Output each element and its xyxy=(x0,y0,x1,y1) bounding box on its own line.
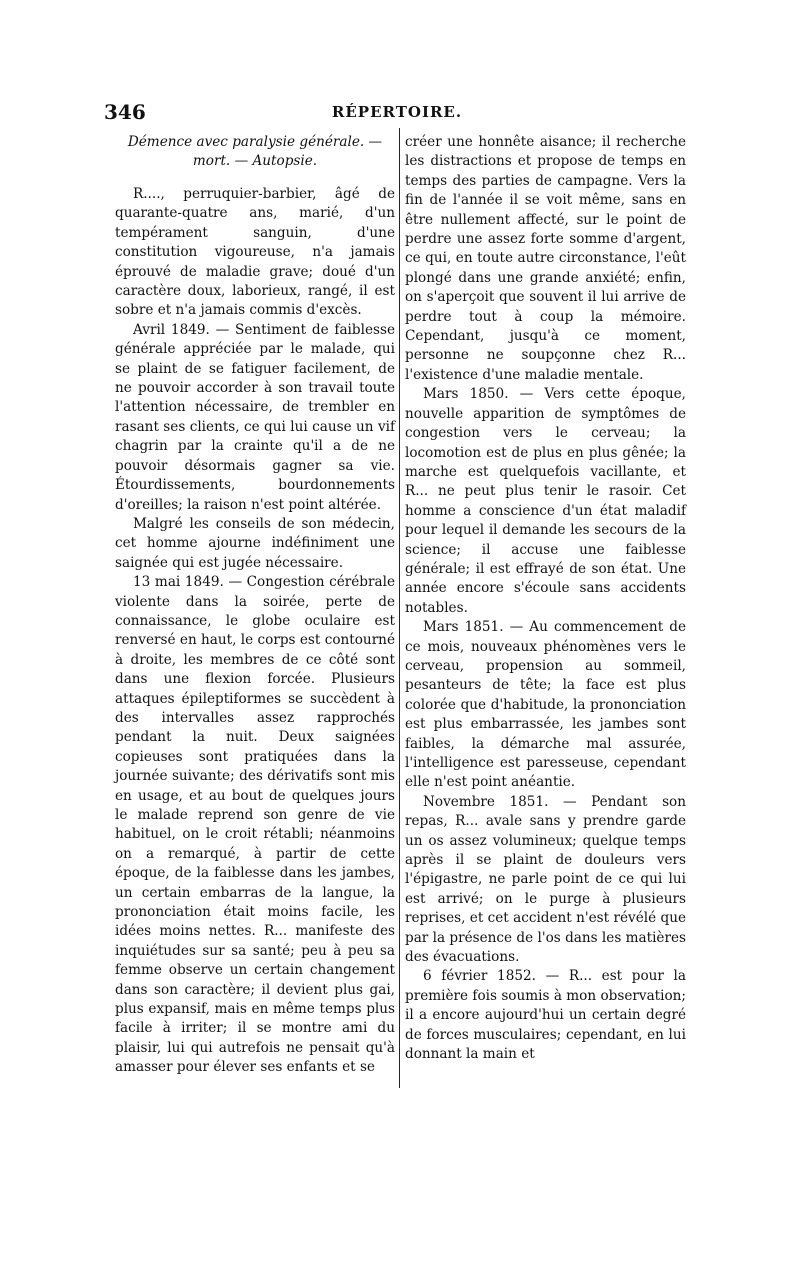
page-header xyxy=(104,100,690,126)
section-title-line-1: Démence avec paralysie générale. — xyxy=(127,134,383,150)
section-title xyxy=(115,133,395,171)
paragraph-continuation: créer une honnête aisance; il recherche les distractions et propose de temps en temps des parties de campagne. Vers la fin de l'année il se voit même, sans en être nullement affecté, sur le point de perdre une assez forte somme d'argent, ce qui, en toute autre circonstance, l'eût plongé dans une grande anxiété; enfin, on s'aperçoit que souvent il lui arrive de perdre tout à coup la mémoire. Cependant, jusqu'à ce moment, personne ne soupçonne chez R... l'existence d'une maladie mentale. xyxy=(405,134,686,383)
paragraph-april-1849: Avril 1849. — Sentiment de faiblesse générale appréciée par le malade, qui se plaint de se fatiguer facilement, de ne pouvoir accorder à son travail toute l'attention nécessaire, de trembler en rasant ses clients, ce qui lui cause un vif chagrin par la crainte qu'il a de ne pouvoir désormais gagner sa vie. Étourdissements, bourdonnements d'oreilles; la raison n'est point altérée. xyxy=(115,321,395,513)
left-column xyxy=(115,133,395,1078)
page-number: 346 xyxy=(104,100,146,124)
paragraph-march-1850: Mars 1850. — Vers cette époque, nouvelle apparition de symptômes de congestion vers le cerveau; la locomotion est de plus en plus gênée; la marche est quelquefois vacillante, et R... ne peut plus tenir le rasoir. Cet homme a conscience d'un état maladif pour lequel il demande les secours de la science; il accuse une faiblesse générale; il est effrayé de son état. Une année encore s'écoule sans accidents notables. xyxy=(405,386,686,616)
paragraph-march-1851: Mars 1851. — Au commencement de ce mois, nouveaux phénomènes vers le cerveau, propension au sommeil, pesanteurs de tête; la face est plus colorée que d'habitude, la prononciation est plus embarrassée, les jambes sont faibles, la démarche mal assurée, l'intelligence est paresseuse, cependant elle n'est point anéantie. xyxy=(405,619,686,791)
paragraph-november-1851: Novembre 1851. — Pendant son repas, R... avale sans y prendre garde un os assez volumineux; quelque temps après il se plaint de douleurs vers l'épigastre, ne parle point de ce qui lui est arrivé; on le purge à plusieurs reprises, et cet accident n'est révélé que par la présence de l'os dans les matières des évacuations. xyxy=(405,793,686,966)
paragraph-february-1852: 6 février 1852. — R... est pour la première fois soumis à mon observation; il a encore aujourd'hui un certain degré de forces musculaires; cependant, en lui donnant la main et xyxy=(405,968,686,1063)
paragraph-bleeding-advice: Malgré les conseils de son médecin, cet homme ajourne indéfiniment une saignée qui est jugée nécessaire. xyxy=(115,515,395,571)
section-title-line-2: mort. — Autopsie. xyxy=(192,153,318,169)
paragraph-case-intro: R...., perruquier-barbier, âgé de quarante-quatre ans, marié, d'un tempérament sanguin, d'une constitution vigoureuse, n'a jamais éprouvé de maladie grave; doué d'un caractère doux, laborieux, rangé, il est sobre et n'a jamais commis d'excès. xyxy=(115,186,395,319)
paragraph-may-1849: 13 mai 1849. — Congestion cérébrale violente dans la soirée, perte de connaissance, le globe oculaire est renversé en haut, le corps est contourné à droite, les membres de ce côté sont dans une flexion forcée. Plusieurs attaques épileptiformes se succèdent à des intervalles assez rapprochés pendant la nuit. Deux saignées copieuses sont pratiquées dans la journée suivante; des dérivatifs sont mis en usage, et au bout de quelques jours le malade reprend son genre de vie habituel, on le croit rétabli; néanmoins on a remarqué, à partir de cette époque, de la faiblesse dans les jambes, un certain embarras de la langue, la prononciation était moins facile, les idées moins nettes. R... manifeste des inquiétudes sur sa santé; peu à peu sa femme observe un certain changement dans son caractère; il devient plus gai, plus expansif, mais en même temps plus facile à irriter; il se montre ami du plaisir, lui qui autrefois ne pensait qu'à amasser pour élever ses enfants et se xyxy=(115,574,395,1076)
column-divider xyxy=(399,128,400,1088)
right-column xyxy=(405,133,686,1065)
running-head: RÉPERTOIRE. xyxy=(331,103,463,121)
